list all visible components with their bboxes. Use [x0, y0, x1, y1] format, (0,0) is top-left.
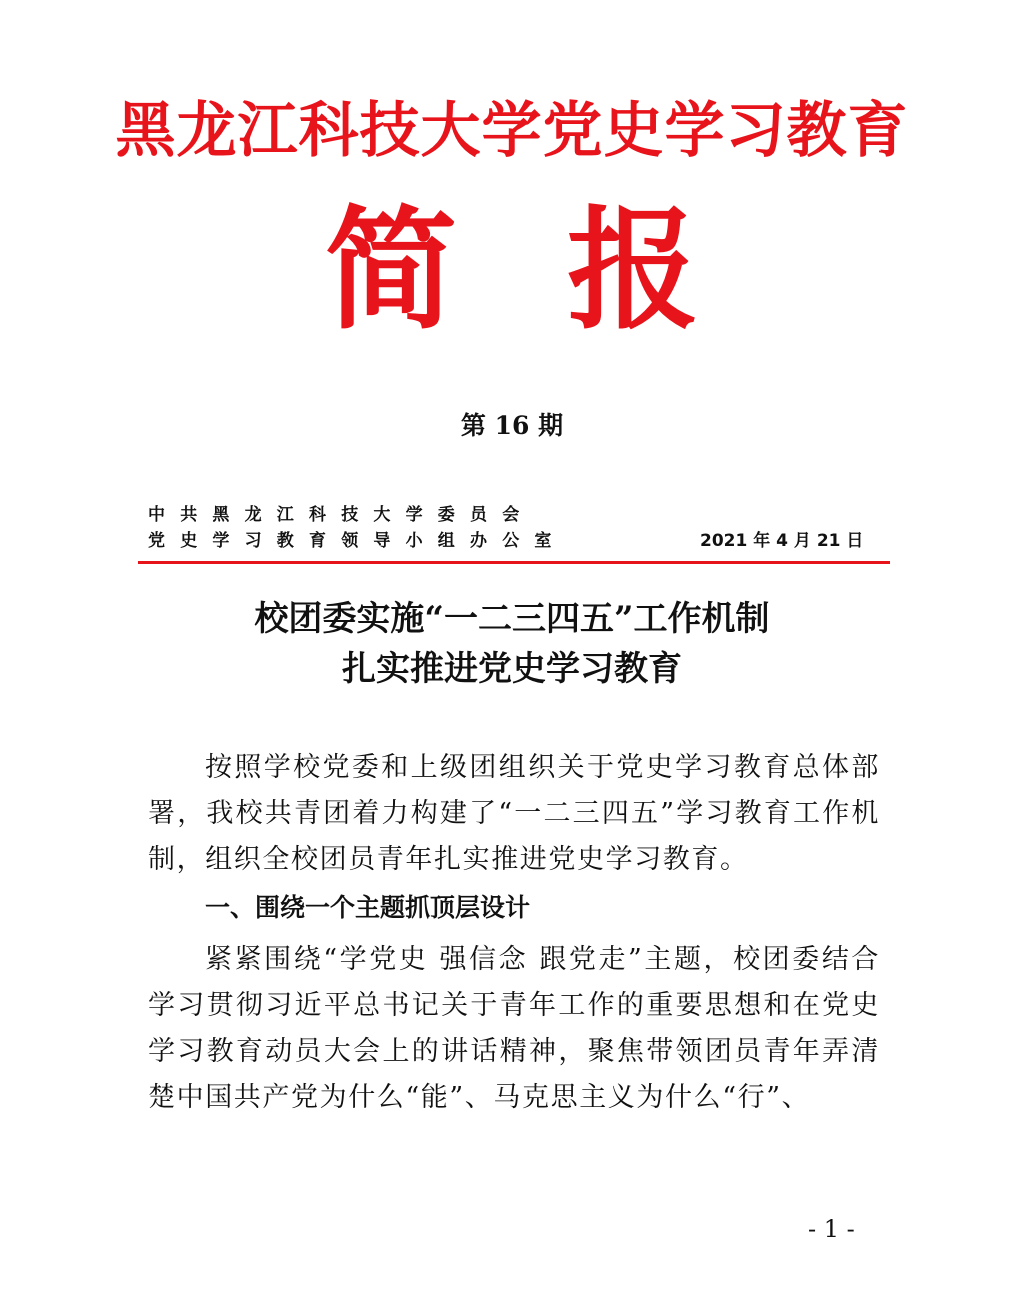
- article-title-line-2: 扎实推进党史学习教育: [342, 649, 682, 689]
- red-divider: [138, 561, 890, 564]
- masthead-doc-type: [0, 196, 1024, 346]
- doc-type-char-2: 报: [567, 194, 699, 348]
- body-paragraph-2: 紧紧围绕“学党史 强信念 跟党走”主题，校团委结合学习贯彻习近平总书记关于青年工作的重要思想和在党史学习教育动员大会上的讲话精神，聚焦带领团员青年弄清楚中国共产党为什么“能”、马克思主义为什么“行”、: [148, 944, 880, 1113]
- article-title-line-1: 校团委实施“一二三四五”工作机制: [254, 599, 770, 639]
- issuer-line-2: 党史学习教育领导小组办公室: [148, 531, 567, 551]
- section-heading-1: 一、围绕一个主题抓顶层设计: [205, 893, 531, 922]
- issue-number: 第 16 期: [460, 411, 564, 440]
- page-number: - 1 -: [808, 1215, 855, 1243]
- masthead-title: 黑龙江科技大学党史学习教育: [115, 96, 909, 166]
- publication-date: 2021 年 4 月 21 日: [700, 531, 864, 551]
- issuer-line-1: 中共黑龙江科技大学委员会: [148, 505, 535, 525]
- body-paragraph-1: 按照学校党委和上级团组织关于党史学习教育总体部署，我校共青团着力构建了“一二三四五”学习教育工作机制，组织全校团员青年扎实推进党史学习教育。: [148, 752, 880, 875]
- doc-type-char-1: 简: [325, 194, 457, 348]
